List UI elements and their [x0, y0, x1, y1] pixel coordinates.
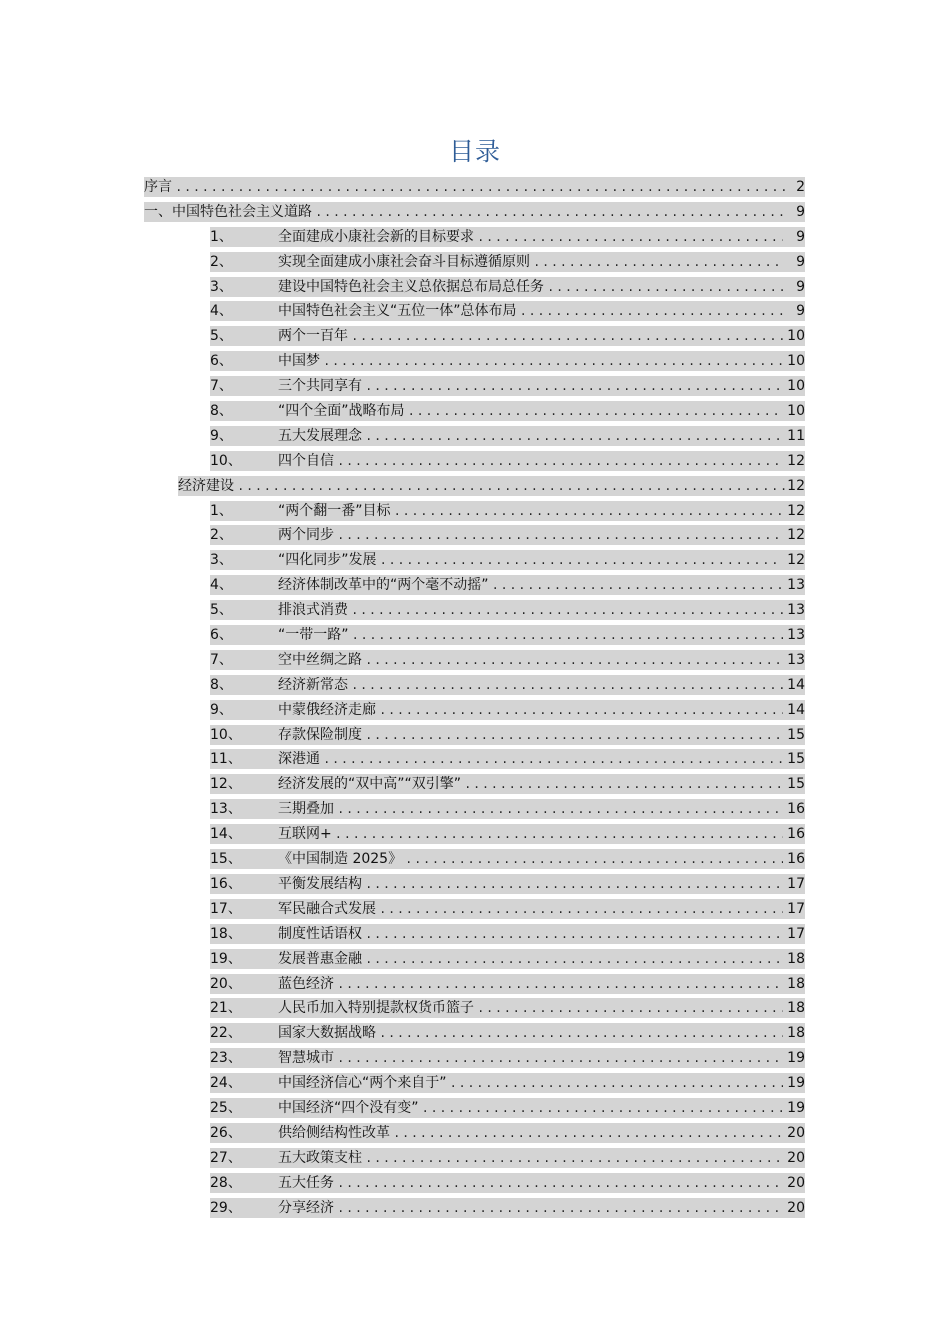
toc-entry[interactable]	[210, 1023, 805, 1043]
toc-entry-page-number: 18	[787, 950, 805, 967]
toc-entry-title: 实现全面建成小康社会奋斗目标遵循原则 . . .	[278, 252, 783, 272]
toc-entry-page-number: 12	[787, 502, 805, 519]
toc-entry-title: 深港通 . . .	[278, 749, 783, 769]
toc-entry-number: 29、	[210, 1199, 242, 1216]
toc-entry-title: 智慧城市 . . .	[278, 1048, 783, 1068]
toc-entry-page-number: 13	[787, 651, 805, 668]
toc-entry[interactable]	[210, 625, 805, 645]
toc-entry-page-number: 12	[787, 452, 805, 469]
toc-entry-title: 四个自信 . . .	[278, 451, 783, 471]
toc-entry-page-number: 9	[796, 303, 805, 320]
toc-entry-page-number: 10	[787, 378, 805, 395]
toc-entry-number: 11、	[210, 751, 242, 768]
toc-entry-title: 两个同步 . . .	[278, 525, 783, 545]
toc-entry-number: 7、	[210, 651, 233, 668]
toc-entry-number: 6、	[210, 627, 233, 644]
toc-entry-number: 15、	[210, 851, 242, 868]
toc-entry-title: 中蒙俄经济走廊 . . .	[278, 700, 783, 720]
toc-entry[interactable]	[210, 451, 805, 471]
toc-entry-page-number: 12	[787, 527, 805, 544]
toc-entry-number: 9、	[210, 427, 233, 444]
toc-entry-title: “一带一路” . . .	[278, 625, 783, 645]
toc-entry-page-number: 19	[787, 1075, 805, 1092]
toc-entry[interactable]	[210, 725, 805, 745]
toc-entry-page-number: 15	[787, 726, 805, 743]
table-of-contents	[144, 177, 805, 1222]
toc-entry-number: 5、	[210, 328, 233, 345]
toc-entry[interactable]	[210, 974, 805, 994]
toc-entry[interactable]	[210, 1098, 805, 1118]
toc-entry-page-number: 17	[787, 900, 805, 917]
toc-entry-number: 27、	[210, 1149, 242, 1166]
toc-entry-title: 国家大数据战略 . . .	[278, 1023, 783, 1043]
toc-entry-title: “四化同步”发展 . . .	[278, 550, 783, 570]
toc-entry-page-number: 14	[787, 701, 805, 718]
toc-entry[interactable]	[144, 177, 805, 197]
toc-entry-title: 经济发展的“双中高”“双引擎” . . .	[278, 774, 783, 794]
toc-entry-number: 5、	[210, 602, 233, 619]
toc-entry[interactable]	[210, 252, 805, 272]
toc-entry-title: 蓝色经济 . . .	[278, 974, 783, 994]
toc-entry-number: 4、	[210, 577, 233, 594]
toc-entry-page-number: 20	[787, 1149, 805, 1166]
toc-entry-page-number: 16	[787, 826, 805, 843]
toc-entry-title: 经济新常态 . . .	[278, 675, 783, 695]
toc-entry-number: 1、	[210, 502, 233, 519]
toc-entry-page-number: 17	[787, 925, 805, 942]
toc-entry[interactable]	[210, 675, 805, 695]
toc-entry-page-number: 19	[787, 1099, 805, 1116]
toc-entry[interactable]	[210, 301, 805, 321]
toc-entry-page-number: 9	[796, 228, 805, 245]
toc-entry-number: 21、	[210, 1000, 242, 1017]
toc-entry-title: 中国特色社会主义“五位一体”总体布局 . . .	[278, 301, 783, 321]
toc-entry-title: 一、中国特色社会主义道路 . . .	[144, 202, 787, 222]
toc-entry[interactable]	[210, 998, 805, 1018]
toc-entry-title: “两个翻一番”目标 . . .	[278, 501, 783, 521]
toc-entry-page-number: 17	[787, 875, 805, 892]
toc-entry-title: 序言 . . .	[144, 177, 787, 197]
toc-entry-page-number: 10	[787, 353, 805, 370]
toc-entry[interactable]	[210, 600, 805, 620]
toc-entry-title: 发展普惠金融 . . .	[278, 949, 783, 969]
toc-entry-page-number: 16	[787, 801, 805, 818]
toc-entry[interactable]	[210, 849, 805, 869]
toc-entry-title: 军民融合式发展 . . .	[278, 899, 783, 919]
toc-entry-number: 4、	[210, 303, 233, 320]
toc-entry[interactable]	[210, 376, 805, 396]
toc-entry[interactable]	[210, 924, 805, 944]
toc-entry-title: 中国经济“四个没有变” . . .	[278, 1098, 783, 1118]
toc-entry-title: 经济建设 . . .	[178, 476, 787, 496]
toc-entry-number: 12、	[210, 776, 242, 793]
toc-entry-page-number: 13	[787, 602, 805, 619]
toc-entry[interactable]	[210, 426, 805, 446]
toc-entry-page-number: 12	[787, 477, 805, 494]
toc-entry[interactable]	[210, 501, 805, 521]
toc-entry-title: “四个全面”战略布局 . . .	[278, 401, 783, 421]
toc-entry-page-number: 18	[787, 975, 805, 992]
toc-entry[interactable]	[144, 202, 805, 222]
toc-entry-title: 五大任务 . . .	[278, 1173, 783, 1193]
toc-entry[interactable]	[210, 1198, 805, 1218]
toc-entry[interactable]	[210, 1148, 805, 1168]
toc-entry-number: 28、	[210, 1174, 242, 1191]
toc-entry-title: 三期叠加 . . .	[278, 799, 783, 819]
toc-entry-title: 排浪式消费 . . .	[278, 600, 783, 620]
toc-entry-title: 五大发展理念 . . .	[278, 426, 783, 446]
toc-entry-page-number: 20	[787, 1124, 805, 1141]
toc-entry-number: 16、	[210, 875, 242, 892]
toc-entry-number: 10、	[210, 726, 242, 743]
toc-entry-page-number: 10	[787, 328, 805, 345]
toc-entry-number: 19、	[210, 950, 242, 967]
toc-entry-title: 供给侧结构性改革 . . .	[278, 1123, 783, 1143]
toc-entry-number: 8、	[210, 403, 233, 420]
toc-entry-number: 25、	[210, 1099, 242, 1116]
toc-entry-number: 1、	[210, 228, 233, 245]
toc-entry-page-number: 15	[787, 776, 805, 793]
toc-entry[interactable]	[210, 650, 805, 670]
toc-entry-title: 互联网+ . . .	[278, 824, 783, 844]
toc-entry-number: 23、	[210, 1050, 242, 1067]
toc-entry-page-number: 10	[787, 403, 805, 420]
toc-entry-number: 22、	[210, 1025, 242, 1042]
toc-entry-page-number: 13	[787, 577, 805, 594]
page-title: 目录	[448, 137, 501, 166]
toc-entry-title: 中国梦 . . .	[278, 351, 783, 371]
toc-entry-title: 制度性话语权 . . .	[278, 924, 783, 944]
toc-entry[interactable]	[178, 476, 805, 496]
toc-entry-title: 建设中国特色社会主义总依据总布局总任务 . . .	[278, 277, 783, 297]
toc-entry-title: 平衡发展结构 . . .	[278, 874, 783, 894]
toc-entry-page-number: 2	[796, 179, 805, 195]
toc-entry[interactable]	[210, 1048, 805, 1068]
toc-entry[interactable]	[210, 700, 805, 720]
toc-entry-page-number: 18	[787, 1025, 805, 1042]
toc-entry-title: 《中国制造 2025》 . . .	[278, 849, 783, 869]
toc-entry-page-number: 19	[787, 1050, 805, 1067]
toc-entry-number: 13、	[210, 801, 242, 818]
toc-entry[interactable]	[210, 874, 805, 894]
toc-entry-title: 两个一百年 . . .	[278, 326, 783, 346]
toc-entry[interactable]	[210, 401, 805, 421]
toc-entry-number: 9、	[210, 701, 233, 718]
toc-entry-page-number: 9	[796, 278, 805, 295]
toc-entry[interactable]	[210, 949, 805, 969]
toc-entry-page-number: 16	[787, 851, 805, 868]
toc-entry[interactable]	[210, 1123, 805, 1143]
toc-entry[interactable]	[210, 575, 805, 595]
toc-entry-title: 全面建成小康社会新的目标要求 . . .	[278, 227, 783, 247]
toc-entry-number: 18、	[210, 925, 242, 942]
toc-entry-title: 存款保险制度 . . .	[278, 725, 783, 745]
toc-entry-number: 20、	[210, 975, 242, 992]
toc-entry[interactable]	[210, 326, 805, 346]
toc-entry-number: 6、	[210, 353, 233, 370]
toc-entry-title: 中国经济信心“两个来自于” . . .	[278, 1073, 783, 1093]
toc-entry[interactable]	[210, 799, 805, 819]
toc-entry[interactable]	[210, 277, 805, 297]
toc-entry-title: 三个共同享有 . . .	[278, 376, 783, 396]
toc-entry-page-number: 9	[796, 253, 805, 270]
toc-entry-page-number: 9	[796, 203, 805, 220]
toc-entry-page-number: 15	[787, 751, 805, 768]
toc-entry-number: 8、	[210, 676, 233, 693]
toc-entry[interactable]	[210, 749, 805, 769]
toc-entry-page-number: 18	[787, 1000, 805, 1017]
toc-entry-number: 3、	[210, 552, 233, 569]
toc-entry[interactable]	[210, 899, 805, 919]
toc-entry-number: 17、	[210, 900, 242, 917]
toc-entry-title: 分享经济 . . .	[278, 1198, 783, 1218]
toc-entry-title: 人民币加入特别提款权货币篮子 . . .	[278, 998, 783, 1018]
toc-entry[interactable]	[210, 525, 805, 545]
toc-entry[interactable]	[210, 351, 805, 371]
toc-entry-number: 2、	[210, 527, 233, 544]
toc-entry-number: 2、	[210, 253, 233, 270]
toc-entry-number: 10、	[210, 452, 242, 469]
toc-entry-title: 空中丝绸之路 . . .	[278, 650, 783, 670]
toc-entry[interactable]	[210, 1173, 805, 1193]
toc-entry-number: 14、	[210, 826, 242, 843]
toc-entry-number: 7、	[210, 378, 233, 395]
toc-entry[interactable]	[210, 227, 805, 247]
toc-entry-page-number: 13	[787, 627, 805, 644]
toc-entry[interactable]	[210, 824, 805, 844]
toc-entry[interactable]	[210, 1073, 805, 1093]
toc-entry-page-number: 11	[787, 427, 805, 444]
toc-entry[interactable]	[210, 550, 805, 570]
toc-entry-number: 3、	[210, 278, 233, 295]
toc-entry-page-number: 14	[787, 676, 805, 693]
toc-entry-page-number: 12	[787, 552, 805, 569]
toc-entry[interactable]	[210, 774, 805, 794]
toc-entry-title: 五大政策支柱 . . .	[278, 1148, 783, 1168]
toc-entry-number: 26、	[210, 1124, 242, 1141]
toc-entry-page-number: 20	[787, 1199, 805, 1216]
toc-entry-number: 24、	[210, 1075, 242, 1092]
toc-entry-page-number: 20	[787, 1174, 805, 1191]
toc-entry-title: 经济体制改革中的“两个毫不动摇” . . .	[278, 575, 783, 595]
